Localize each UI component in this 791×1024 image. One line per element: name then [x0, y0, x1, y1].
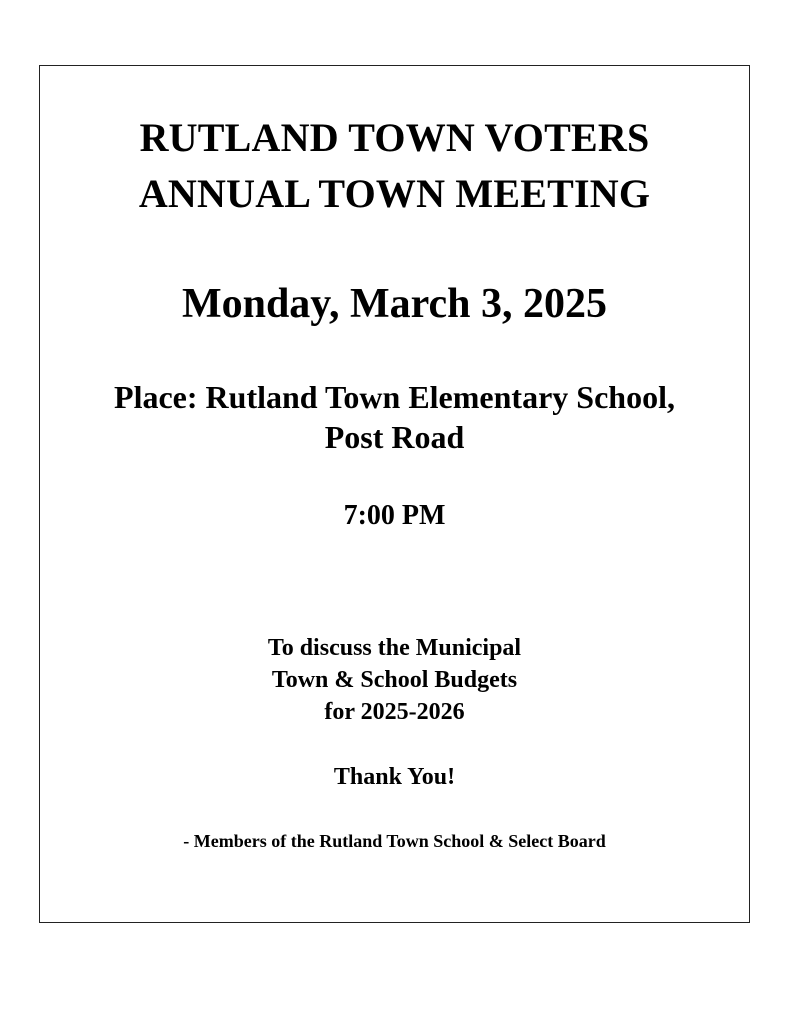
- meeting-date: Monday, March 3, 2025: [181, 281, 608, 327]
- notice-frame: [39, 65, 750, 923]
- title-line-2: ANNUAL TOWN MEETING: [138, 171, 651, 216]
- purpose-line-1: To discuss the Municipal: [267, 635, 522, 661]
- title-line-1: RUTLAND TOWN VOTERS: [139, 115, 650, 160]
- signature-line: - Members of the Rutland Town School & Select Board: [183, 831, 606, 851]
- meeting-purpose: [40, 632, 749, 728]
- meeting-time: 7:00 PM: [343, 500, 446, 531]
- notice-title: [40, 110, 749, 222]
- purpose-line-2: Town & School Budgets: [271, 667, 518, 693]
- place-line-1: Place: Rutland Town Elementary School,: [114, 379, 675, 415]
- thank-you-text: Thank You!: [333, 764, 456, 790]
- meeting-place: [40, 377, 749, 457]
- place-line-2: Post Road: [324, 419, 465, 455]
- purpose-line-3: for 2025-2026: [324, 699, 465, 725]
